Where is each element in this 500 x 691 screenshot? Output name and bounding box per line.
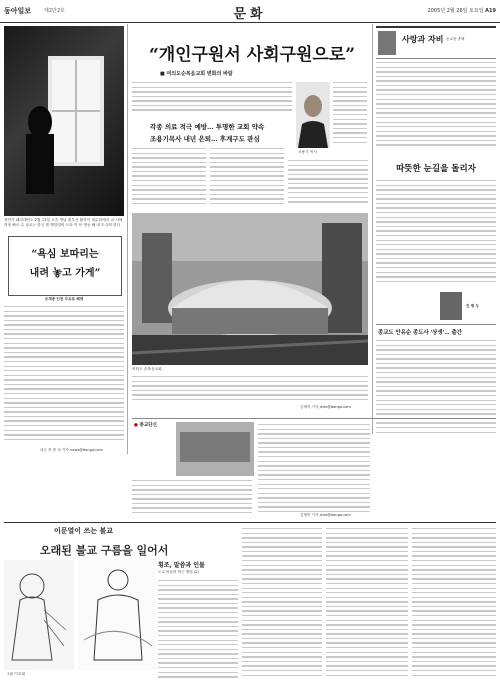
column-header-box — [376, 26, 496, 59]
issue-number: 제2만2호 — [44, 8, 65, 14]
main-body-text-1 — [132, 148, 206, 210]
monk-window-photo — [4, 26, 124, 216]
briefs-text-2 — [258, 424, 370, 520]
issue-date: 2005년 2월 26일 토요일 A19 — [427, 8, 496, 14]
monk-window-image — [4, 26, 124, 216]
author-thumbnail — [378, 31, 396, 55]
calligraphy-title: 오래된 불교 구름을 일어서 — [40, 544, 169, 557]
calligraphy-illustration — [78, 560, 156, 670]
main-subhead: ■ 여의도순복음교회 변화의 바람 — [160, 71, 233, 77]
briefs-tag — [134, 422, 157, 428]
column-title: 사랑과 자비 — [402, 34, 444, 44]
middle-top-rule — [132, 418, 496, 419]
kicker-box — [8, 236, 122, 296]
church-photo-caption: 여의도 순복음교회 — [132, 367, 162, 371]
portrait-caption: 조용기 목사 — [298, 150, 317, 154]
buddhist-figure-image — [4, 560, 74, 670]
bottom-text-1 — [158, 580, 238, 684]
column-text-1 — [376, 62, 496, 152]
column-subtitle: 따뜻한 눈길을 돌리자 — [396, 164, 476, 174]
right-divider — [376, 324, 496, 325]
illustration-caption: 그림 이호재 — [6, 672, 25, 676]
kicker-line-2: 내려 놓고 가게” — [29, 268, 101, 279]
bottom-subhead: 횡조, 말씀과 인물 — [158, 562, 205, 569]
bottom-subhead-2: 도로 만들어 먹는 방법 (2) — [158, 570, 199, 574]
church-building-image — [132, 213, 368, 365]
main-headline-1: 각종 의료 적극 예방… 투명한 교회 약속 — [150, 123, 265, 131]
monk-photo-caption: 천안가 패러대안노'2월 13일 오후 영남 칠부산 황학이 대무하에서 교 서에 의정 빠르 수 상교는 한국 칠 영암법의 도라 이 문 영동 해 내 트 2의 한다 — [4, 218, 123, 227]
right-body-text — [376, 340, 496, 440]
main-byline: 김재이 기자 jkim@donga.com — [300, 405, 351, 409]
portrait-side-text — [333, 82, 367, 148]
briefs-image — [176, 422, 254, 476]
pastor-portrait — [296, 82, 330, 148]
masthead — [0, 0, 500, 23]
bottom-text-3 — [326, 528, 408, 684]
bottom-top-rule — [4, 522, 496, 523]
buddhist-illustration — [4, 560, 74, 670]
right-headline: 종교도 안유순 종도사 '상생'… 출간 — [378, 330, 462, 336]
bottom-text-2 — [242, 528, 322, 684]
series-title: 이문열이 쓰는 불교 — [54, 527, 113, 535]
main-body-text-4 — [132, 376, 368, 404]
left-subhead: 조계종 인천 주요로 혜제 — [44, 297, 84, 301]
column-author-photo — [440, 292, 462, 320]
ink-figure-image — [78, 560, 156, 670]
column-author: 진 병 두 — [466, 304, 479, 308]
left-byline: 대주 허 중 차 기자 news@donga.com — [40, 448, 103, 452]
column-author-tag: 동교찬 종택 — [446, 37, 465, 41]
briefs-text-1 — [132, 480, 252, 520]
left-body-text — [4, 306, 124, 446]
newspaper-name: 동아일보 — [4, 7, 32, 15]
briefs-tag-label: 종교단신 — [139, 423, 157, 428]
bottom-series — [54, 526, 113, 536]
main-title: “개인구원서 사회구원으로” — [148, 45, 356, 65]
column-divider — [127, 24, 128, 454]
main-lede-text — [132, 82, 292, 114]
pastor-portrait-image — [296, 82, 330, 148]
main-body-text-3 — [288, 160, 368, 210]
main-headline-2: 조용기목사 내년 은퇴… 후계구도 관심 — [150, 135, 260, 143]
page-number: A19 — [485, 8, 496, 14]
kicker-line-1: “욕심 보따리는 — [31, 249, 99, 260]
section-title: 문화 — [233, 7, 267, 22]
briefs-photo — [176, 422, 254, 476]
briefs-byline: 김재이 기자 jkim@donga.com — [300, 513, 351, 517]
column-text-2 — [376, 180, 496, 290]
church-photo — [132, 213, 368, 365]
bottom-text-4 — [412, 528, 496, 684]
bullet-icon: ● — [134, 423, 138, 428]
main-body-text-2 — [210, 148, 284, 210]
column-divider-2 — [372, 24, 373, 434]
